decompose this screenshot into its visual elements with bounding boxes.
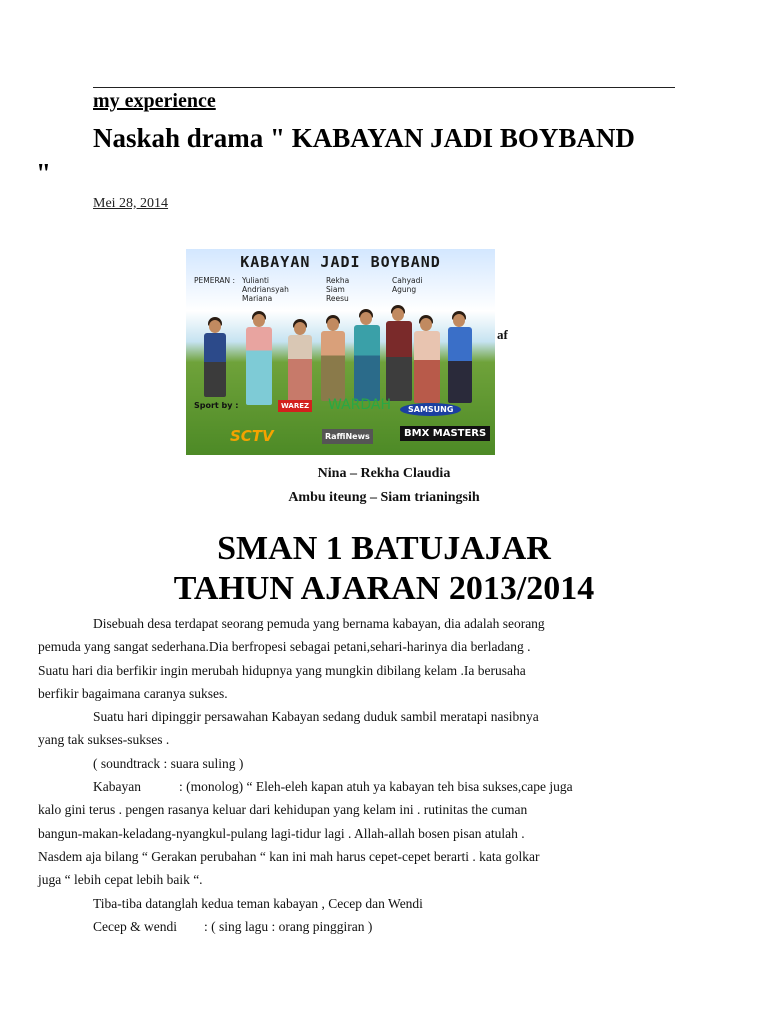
- poster-cast-col3: Cahyadi Agung: [392, 276, 423, 294]
- speaker-name: Cecep & wendi: [93, 919, 177, 934]
- poster-cast-col1: Yulianti Andriansyah Mariana: [242, 276, 289, 303]
- post-title: Naskah drama " KABAYAN JADI BOYBAND: [93, 123, 635, 153]
- dialogue-cecep-wendi: Cecep & wendi : ( sing lagu : orang pinggiran ): [38, 915, 678, 938]
- poster-logo-wardah: WARDAH: [328, 397, 392, 413]
- school-name: SMAN 1 BATUJAJAR: [217, 530, 551, 567]
- cast-line: Ambu iteung – Siam trianingsih: [288, 490, 480, 505]
- cast-line: Nina – Rekha Claudia: [317, 466, 451, 481]
- poster-logo-sctv: SCTV: [230, 427, 274, 445]
- school-year: TAHUN AJARAN 2013/2014: [173, 570, 595, 607]
- poster-title: KABAYAN JADI BOYBAND: [240, 253, 441, 271]
- poster-logo-samsung: SAMSUNG: [400, 403, 461, 416]
- story-paragraph-1: Disebuah desa terdapat seorang pemuda yang bernama kabayan, dia adalah seorang pemuda yang sangat sederhana.Dia berfropesi sebagai petani,sehari-harinya dia berladang . Suatu hari dia berfikir ingin merubah hidupnya yang mungkin dibilang kelam .Ia berusaha berfikir bagaimana caranya sukses.: [38, 616, 545, 701]
- soundtrack-note: ( soundtrack : suara suling ): [93, 756, 244, 771]
- poster-sponsor-label: Sport by :: [194, 401, 239, 410]
- story-paragraph-2: Suatu hari dipinggir persawahan Kabayan sedang duduk sambil meratapi nasibnya yang tak sukses-sukses .: [38, 709, 539, 748]
- story-arrival: Tiba-tiba datanglah kedua teman kabayan , Cecep dan Wendi: [93, 896, 423, 911]
- poster-cast-col2: Rekha Siam Reesu: [326, 276, 350, 303]
- post-date-link[interactable]: Mei 28, 2014: [93, 196, 169, 211]
- dialogue-kabayan: Kabayan : (monolog) “ Eleh-eleh kapan atuh ya kabayan teh bisa sukses,cape juga kalo gini terus . pengen rasanya keluar dari kehidupan yang kelam ini . rutinitas the cuman bangun-makan-keladang-nyangkul-pulang lagi-tidur lagi . Allah-allah bosen pisan atulah . Nasdem aja bilang “ Gerakan perubahan “ kan ini mah harus cepet-cepet berarti . kata golkar juga “ lebih cepat lebih baik “.: [38, 775, 678, 891]
- blog-name-link[interactable]: my experience: [93, 90, 216, 112]
- poster-image: [186, 249, 495, 455]
- poster-logo-raffinews: RaffiNews: [322, 429, 373, 444]
- post-title-continuation: ": [36, 158, 51, 188]
- poster-logo-warez: WAREZ: [278, 400, 312, 412]
- poster-caption: af: [497, 327, 508, 342]
- poster-cast-label: PEMERAN :: [194, 276, 236, 285]
- speaker-name: Kabayan: [93, 779, 141, 794]
- header-rule: [93, 87, 675, 88]
- poster-logo-bmx: BMX MASTERS: [400, 426, 490, 441]
